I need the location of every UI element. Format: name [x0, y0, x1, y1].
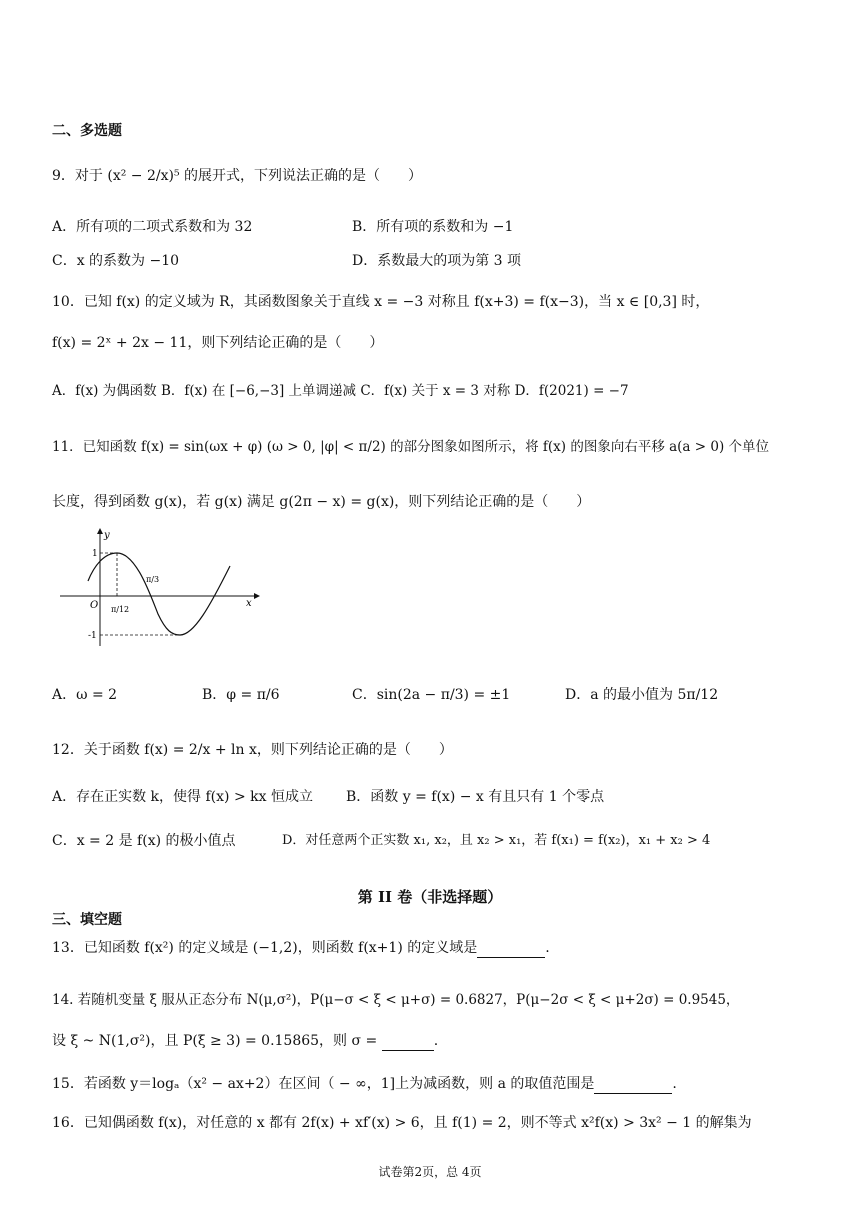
question-12-option-a: A．存在正实数 k，使得 f(x) > kx 恒成立	[52, 789, 313, 805]
question-11-option-a: A．ω = 2	[52, 687, 118, 703]
graph-x-arrow-icon	[254, 593, 260, 599]
question-11-option-c: C．sin(2a − π/3) = ±1	[352, 687, 511, 703]
question-9-option-a: A．所有项的二项式系数和为 32	[52, 219, 253, 235]
question-9-stem: 9．对于 (x² − 2/x)⁵ 的展开式，下列说法正确的是（ ）	[52, 168, 423, 184]
question-12-option-c: C．x = 2 是 f(x) 的极小值点	[52, 833, 236, 849]
question-14-period: .	[433, 1033, 439, 1049]
question-14-answer-blank[interactable]	[382, 1034, 434, 1051]
question-9-option-d: D．系数最大的项为第 3 项	[352, 253, 522, 269]
graph-sine-curve	[88, 553, 230, 635]
question-13-text: 13．已知函数 f(x²) 的定义域是 (−1,2)，则函数 f(x+1) 的定义域是	[52, 940, 478, 956]
section-heading-multiple-choice: 二、多选题	[52, 123, 122, 139]
graph-y-arrow-icon	[97, 528, 103, 534]
question-12-option-b: B．函数 y = f(x) − x 有且只有 1 个零点	[346, 789, 605, 805]
graph-y-max-label: 1	[92, 549, 98, 559]
part-two-title: 第 II 卷（非选择题）	[357, 888, 503, 906]
question-9-option-b: B．所有项的系数和为 −1	[352, 219, 514, 235]
graph-x-label-pi-over-12: π/12	[111, 605, 130, 614]
question-11-stem-line1: 11．已知函数 f(x) = sin(ωx + φ) (ω > 0, |φ| < π/2) 的部分图象如图所示，将 f(x) 的图象向右平移 a(a > 0) 个单位	[52, 439, 770, 455]
question-16: 16．已知偶函数 f(x)，对任意的 x 都有 2f(x) + xf′(x) > 6，且 f(1) = 2，则不等式 x²f(x) > 3x² − 1 的解集为	[52, 1115, 752, 1131]
section-heading-fill-in: 三、填空题	[52, 912, 122, 928]
question-15	[52, 1074, 677, 1094]
question-10-stem-line2: f(x) = 2ˣ + 2x − 11，则下列结论正确的是（ ）	[52, 335, 384, 351]
question-11-option-d: D．a 的最小值为 5π/12	[565, 687, 719, 703]
question-13-period: .	[545, 940, 550, 956]
question-14-line1: 14. 若随机变量 ξ 服从正态分布 N(μ,σ²)，P(μ−σ < ξ < μ+σ) = 0.6827，P(μ−2σ < ξ < μ+2σ) = 0.9545，	[52, 992, 740, 1008]
question-12-stem: 12．关于函数 f(x) = 2/x + ln x，则下列结论正确的是（ ）	[52, 742, 453, 758]
question-11-stem-line2: 长度，得到函数 g(x)，若 g(x) 满足 g(2π − x) = g(x)，则下列结论正确的是（ ）	[52, 494, 591, 510]
graph-y-label: y	[104, 530, 110, 541]
graph-x-label: x	[246, 598, 252, 609]
question-9-option-c: C．x 的系数为 −10	[52, 253, 180, 269]
question-10-stem-line1: 10．已知 f(x) 的定义域为 R，其函数图象关于直线 x = −3 对称且 f(x+3) = f(x−3)，当 x ∈ [0,3] 时，	[52, 294, 710, 310]
question-11-sine-graph	[58, 526, 263, 651]
question-15-text: 15．若函数 y＝logₐ（x² − ax+2）在区间（ − ∞，1]上为减函数，则 a 的取值范围是	[52, 1076, 595, 1092]
question-13	[52, 938, 550, 958]
question-10-options: A．f(x) 为偶函数 B．f(x) 在 [−6,−3] 上单调递减 C．f(x) 关于 x = 3 对称 D．f(2021) = −7	[52, 383, 629, 399]
question-14-line2	[52, 1031, 438, 1051]
question-12-option-d: D．对任意两个正实数 x₁, x₂，且 x₂ > x₁，若 f(x₁) = f(x₂)，x₁ + x₂ > 4	[282, 833, 711, 848]
graph-origin-label: O	[90, 600, 99, 611]
question-15-answer-blank[interactable]	[594, 1077, 672, 1094]
graph-x-label-pi-over-3: π/3	[146, 575, 160, 584]
question-13-answer-blank[interactable]	[477, 941, 545, 958]
graph-y-min-label: -1	[88, 631, 97, 641]
question-11-option-b: B．φ = π/6	[202, 687, 280, 703]
question-15-period: .	[672, 1076, 677, 1092]
page-footer: 试卷第2页，总 4页	[378, 1165, 482, 1179]
question-14-text: 设 ξ ~ N(1,σ²)，且 P(ξ ≥ 3) = 0.15865，则 σ =	[52, 1033, 378, 1049]
